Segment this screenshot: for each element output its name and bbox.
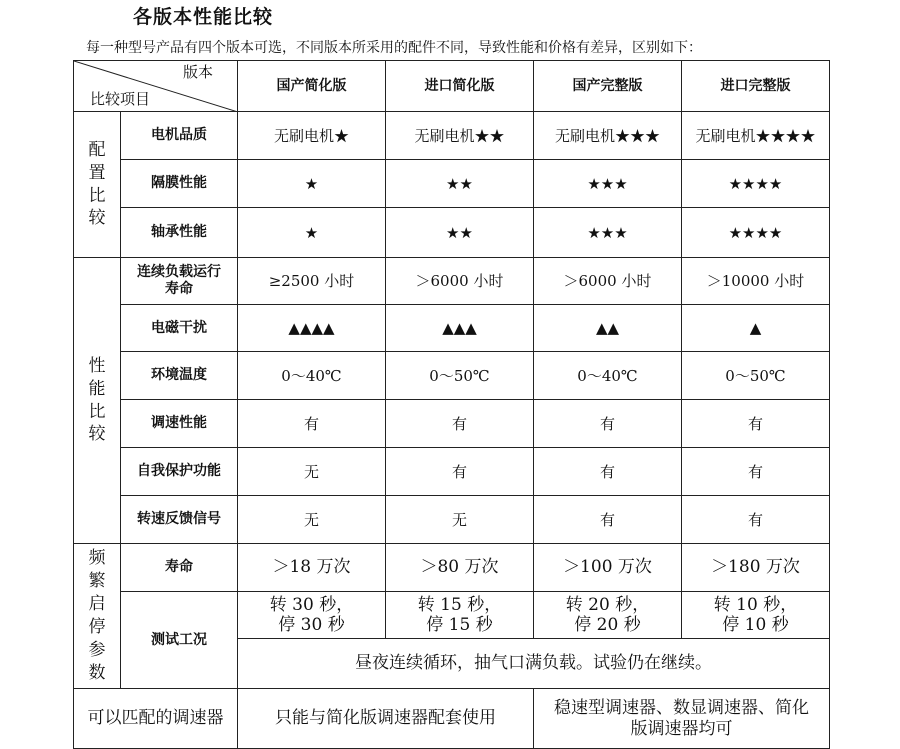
intro-text: 每一种型号产品有四个版本可选，不同版本所采用的配件不同，导致性能和价格有差异，区别如下： [86, 40, 702, 56]
table-cell: ＞100 万次 [534, 544, 682, 592]
table-cell: 有 [386, 448, 534, 496]
table-cell: 0～40℃ [238, 352, 386, 400]
table-row [74, 400, 830, 448]
row-item-label: 环境温度 [121, 352, 238, 400]
cycle-cell [386, 592, 534, 639]
version-header: 进口简化版 [386, 61, 534, 112]
row-item-label: 电机品质 [121, 112, 238, 160]
table-cell: ▲ [682, 305, 830, 352]
version-header: 进口完整版 [682, 61, 830, 112]
page-title: 各版本性能比较 [133, 6, 274, 28]
table-cell: ＞80 万次 [386, 544, 534, 592]
table-cell: ▲▲▲ [386, 305, 534, 352]
row-item-label: 轴承性能 [121, 208, 238, 258]
table-row [74, 305, 830, 352]
table-cell: 无刷电机★★★★ [682, 112, 830, 160]
test-note: 昼夜连续循环，抽气口满负载。试验仍在继续。 [238, 639, 830, 689]
table-cell: ★★★ [534, 160, 682, 208]
cycle-off: 停 30 秒 [278, 615, 345, 635]
group-startstop-label [74, 544, 121, 689]
cycle-off: 停 20 秒 [574, 615, 641, 635]
group-performance-text: 性能比较 [88, 355, 106, 445]
controller-simplified: 只能与简化版调速器配套使用 [238, 689, 534, 749]
table-cell: 有 [238, 400, 386, 448]
table-cell: ≥2500 小时 [238, 258, 386, 305]
row-item-label [121, 258, 238, 305]
table-cell: ▲▲ [534, 305, 682, 352]
table-cell: ＞18 万次 [238, 544, 386, 592]
table-row [74, 592, 830, 639]
table-row [74, 496, 830, 544]
cycle-cell [682, 592, 830, 639]
table-cell: ＞6000 小时 [534, 258, 682, 305]
corner-item-label: 比较项目 [90, 90, 151, 108]
cycle-cell [534, 592, 682, 639]
cycle-cell [238, 592, 386, 639]
table-cell: 无刷电机★ [238, 112, 386, 160]
table-row [74, 160, 830, 208]
cycle-on: 转 30 秒， [269, 594, 354, 615]
controller-label: 可以匹配的调速器 [74, 689, 238, 749]
cycle-on: 转 10 秒， [713, 594, 798, 615]
table-cell: ★★ [386, 208, 534, 258]
table-cell: 有 [534, 496, 682, 544]
row-item-label: 寿命 [121, 544, 238, 592]
group-config-text: 配置比较 [88, 139, 106, 229]
header-row [74, 61, 830, 112]
table-row [74, 448, 830, 496]
cycle-on: 转 20 秒， [565, 594, 650, 615]
row-item-label: 测试工况 [121, 592, 238, 689]
group-config-label [74, 112, 121, 258]
group-startstop-text: 频繁启停参数 [88, 548, 106, 683]
group-performance-label [74, 258, 121, 544]
comparison-table [73, 60, 830, 749]
table-cell: 无 [238, 496, 386, 544]
table-cell: ★ [238, 160, 386, 208]
row-item-label: 调速性能 [121, 400, 238, 448]
table-row [74, 352, 830, 400]
version-header: 国产简化版 [238, 61, 386, 112]
table-cell: 0～50℃ [386, 352, 534, 400]
table-cell: ＞10000 小时 [682, 258, 830, 305]
table-cell: ★ [238, 208, 386, 258]
table-cell: 无刷电机★★ [386, 112, 534, 160]
row-item-label: 转速反馈信号 [121, 496, 238, 544]
corner-version-label: 版本 [182, 63, 213, 81]
version-header: 国产完整版 [534, 61, 682, 112]
cycle-on: 转 15 秒， [417, 594, 502, 615]
table-cell: 无 [386, 496, 534, 544]
row-item-text: 连续负载运行寿命 [137, 264, 221, 297]
table-cell: ★★★★ [682, 160, 830, 208]
table-cell: ▲▲▲▲ [238, 305, 386, 352]
cycle-off: 停 15 秒 [426, 615, 493, 635]
table-cell: 0～40℃ [534, 352, 682, 400]
table-cell: 有 [534, 400, 682, 448]
table-cell: 无 [238, 448, 386, 496]
table-cell: ★★ [386, 160, 534, 208]
table-row [74, 112, 830, 160]
table-cell: 有 [386, 400, 534, 448]
table-cell: 有 [682, 448, 830, 496]
table-row [74, 258, 830, 305]
cycle-off: 停 10 秒 [722, 615, 789, 635]
row-item-label: 自我保护功能 [121, 448, 238, 496]
table-cell: ＞180 万次 [682, 544, 830, 592]
corner-cell [74, 61, 238, 112]
table-cell: ★★★ [534, 208, 682, 258]
table-cell: 0～50℃ [682, 352, 830, 400]
table-row [74, 689, 830, 749]
table-row [74, 208, 830, 258]
table-cell: 有 [682, 496, 830, 544]
table-cell: 有 [534, 448, 682, 496]
controller-complete-text: 稳速型调速器、数显调速器、简化版调速器均可 [554, 698, 809, 739]
controller-complete [534, 689, 830, 749]
table-cell: 有 [682, 400, 830, 448]
row-item-label: 隔膜性能 [121, 160, 238, 208]
table-cell: 无刷电机★★★ [534, 112, 682, 160]
table-cell: ＞6000 小时 [386, 258, 534, 305]
table-cell: ★★★★ [682, 208, 830, 258]
row-item-label: 电磁干扰 [121, 305, 238, 352]
table-row [74, 544, 830, 592]
